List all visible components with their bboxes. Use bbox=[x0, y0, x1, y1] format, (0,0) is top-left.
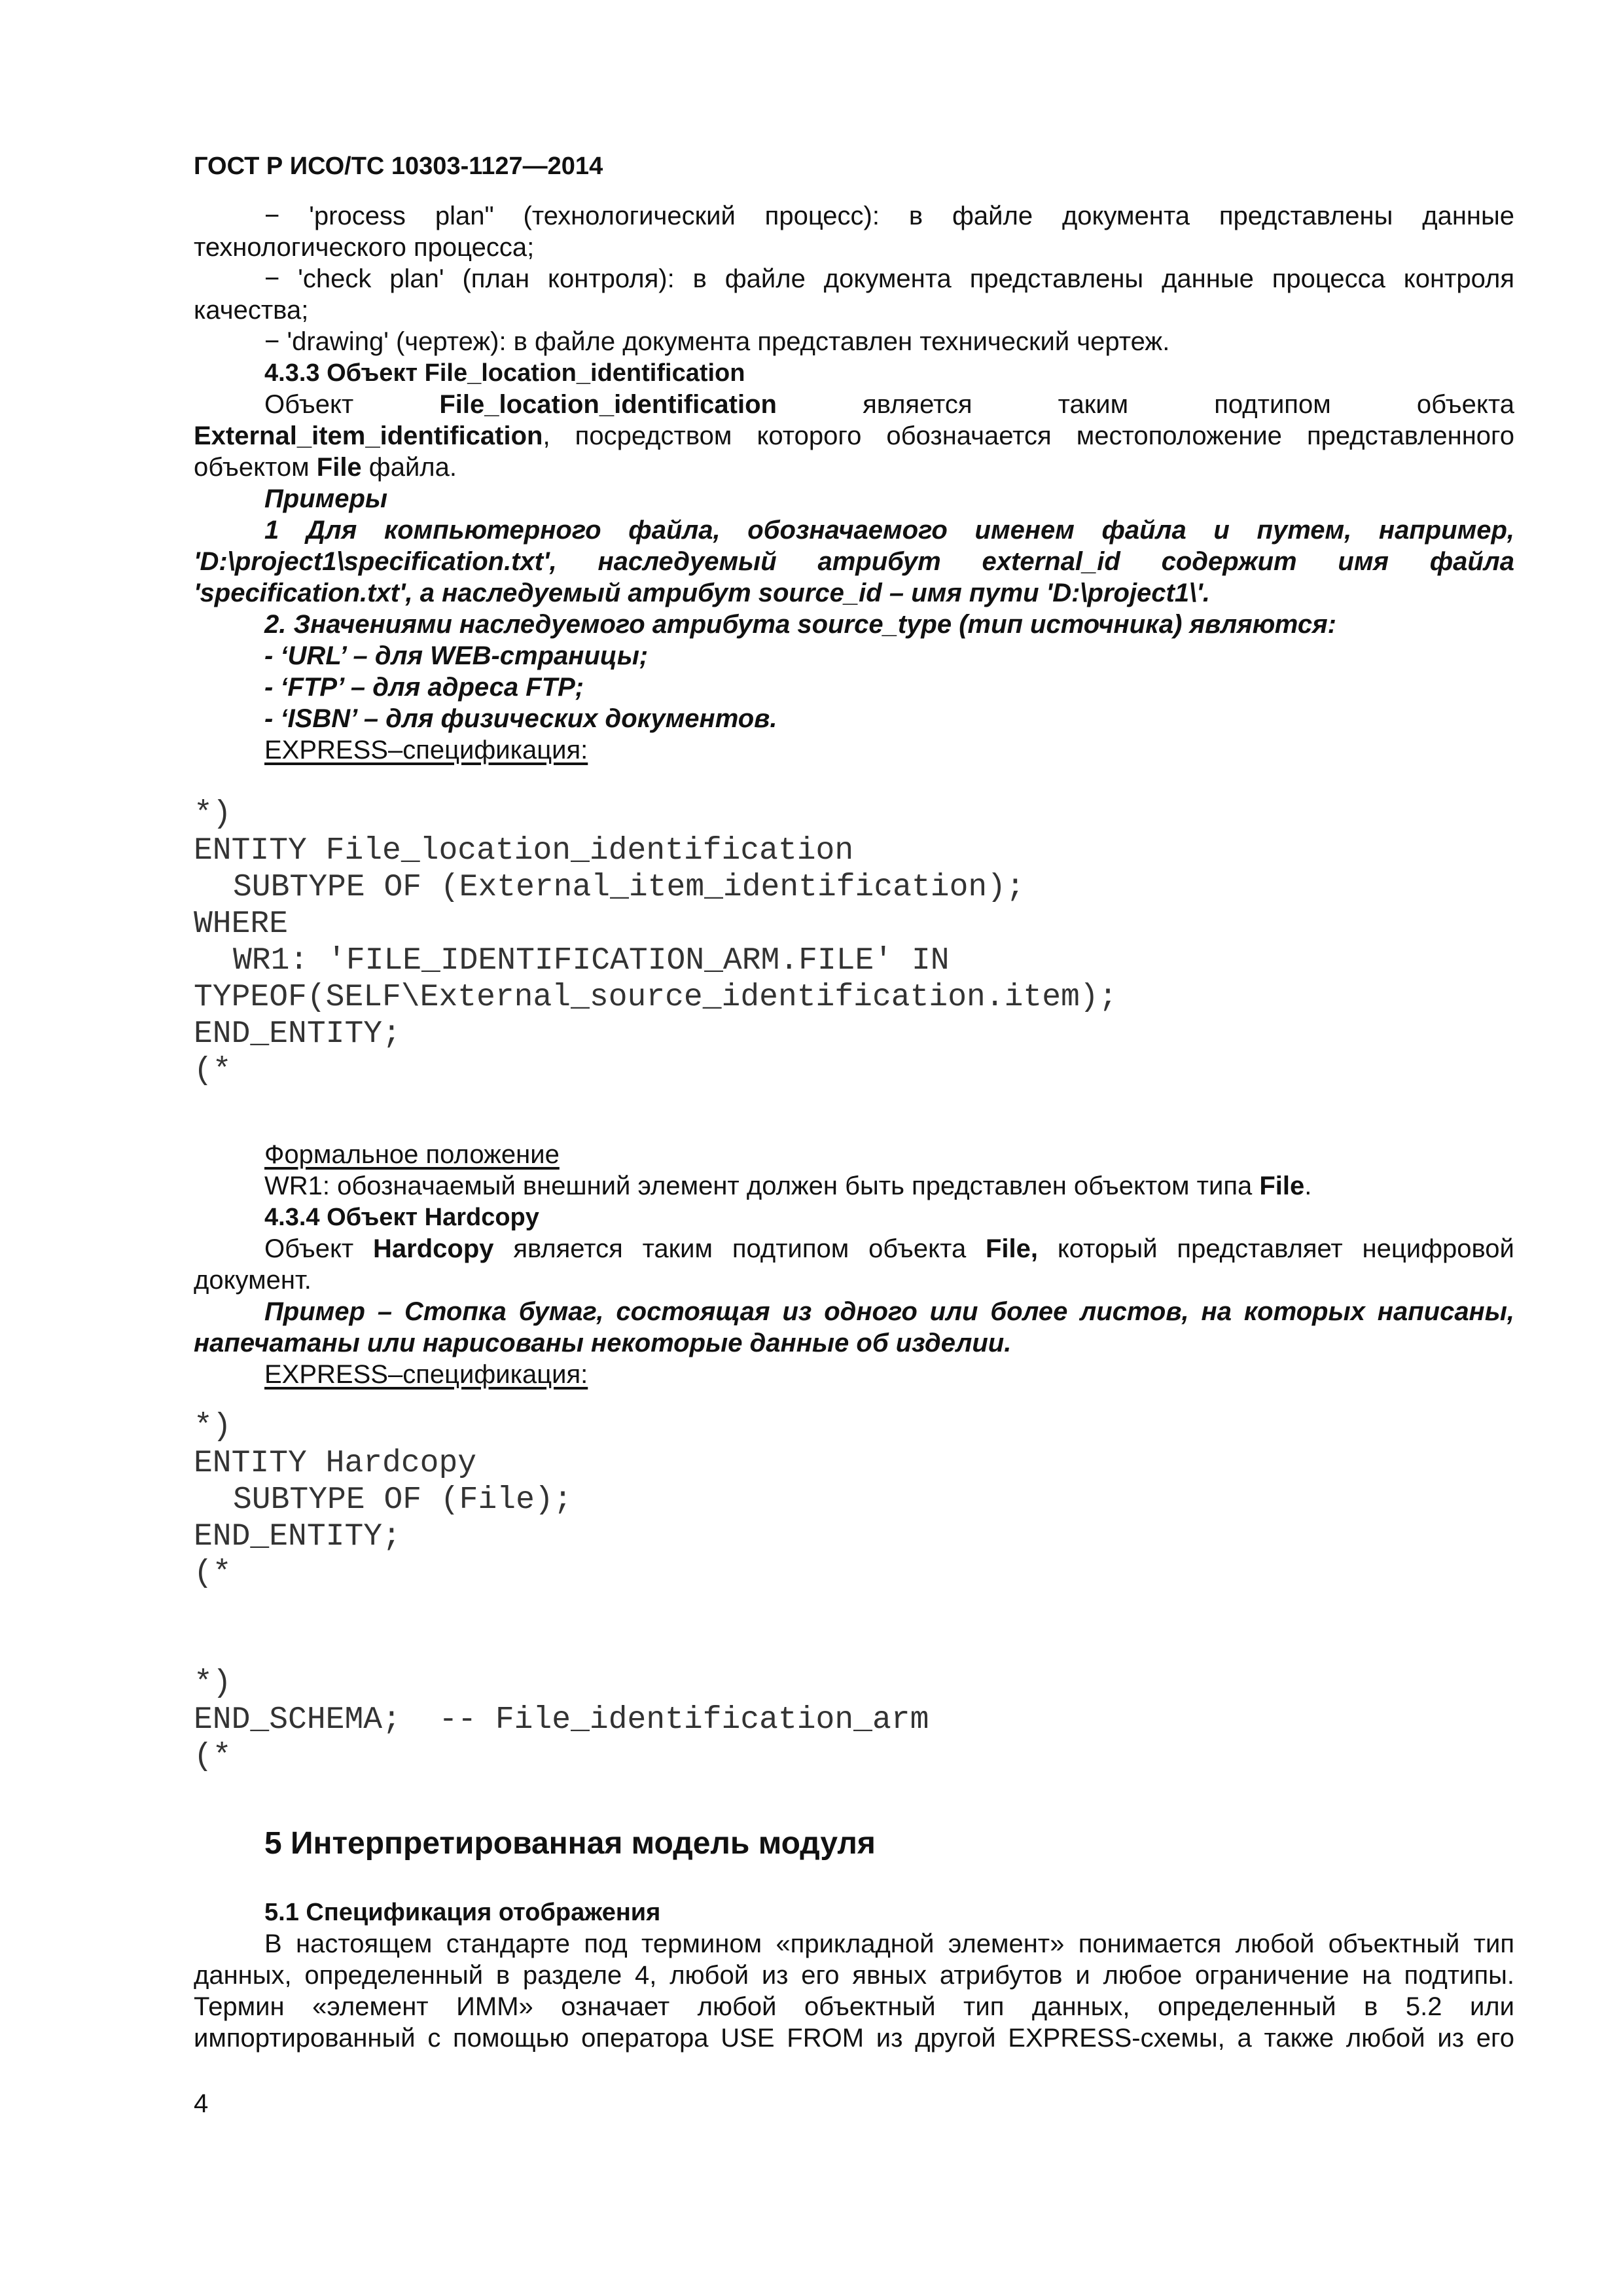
paragraph-line: В настоящем стандарте под термином «прикладной элемент» понимается любой объектный тип bbox=[264, 1929, 1514, 1958]
code-line: *) bbox=[194, 1409, 232, 1444]
word: объекта bbox=[1416, 390, 1514, 419]
word: Объект bbox=[264, 390, 354, 419]
example-2-item: - ‘URL’ – для WEB-страницы; bbox=[264, 641, 649, 670]
list-item-check-plan: − 'check plan' (план контроля): в файле документа представлены данные процесса контроля bbox=[264, 264, 1514, 293]
examples-title: Примеры bbox=[264, 484, 388, 513]
example-1-line: 'D:\project1\specification.txt', наследуемый атрибут external_id содержит имя файла bbox=[194, 547, 1514, 576]
example-2-item: - ‘ISBN’ – для физических документов. bbox=[264, 704, 777, 733]
entity-name: Hardcopy bbox=[373, 1234, 494, 1263]
subsection-heading: 5.1 Спецификация отображения bbox=[264, 1899, 661, 1926]
code-line: (* bbox=[194, 1739, 232, 1774]
paragraph-line: документ. bbox=[194, 1266, 312, 1295]
example-2-line: 2. Значениями наследуемого атрибута source_type (тип источника) являются: bbox=[264, 610, 1336, 639]
example-1-line: 1 Для компьютерного файла, обозначаемого именем файла и путем, например, bbox=[264, 516, 1514, 545]
paragraph-line bbox=[264, 389, 1514, 420]
paragraph-line: Термин «элемент ИММ» означает любой объектный тип данных, определенный в 5.2 или bbox=[194, 1992, 1514, 2021]
word: подтипом bbox=[1214, 390, 1331, 419]
word: таким bbox=[1058, 390, 1129, 419]
code-line: (* bbox=[194, 1053, 232, 1088]
code-line: *) bbox=[194, 1666, 232, 1701]
paragraph-line bbox=[264, 1233, 1514, 1265]
word: является bbox=[513, 1234, 623, 1263]
code-line: END_SCHEMA; -- File_identification_arm bbox=[194, 1702, 929, 1738]
list-item-check-plan-cont: качества; bbox=[194, 296, 309, 325]
document-designation: ГОСТ Р ИСО/ТС 10303-1127—2014 bbox=[194, 152, 603, 180]
section-heading: 4.3.4 Объект Hardcopy bbox=[264, 1204, 539, 1231]
paragraph-line: данных, определенный в разделе 4, любой из его явных атрибутов и любое ограничение на подтипы. bbox=[194, 1961, 1514, 1990]
word: нецифровой bbox=[1362, 1234, 1514, 1263]
code-line: *) bbox=[194, 797, 232, 832]
word: Объект bbox=[264, 1234, 354, 1263]
code-line: WHERE bbox=[194, 906, 289, 942]
section-heading: 4.3.3 Объект File_location_identification bbox=[264, 359, 745, 387]
example-line: напечатаны или нарисованы некоторые данные об изделии. bbox=[194, 1329, 1012, 1357]
example-1-line: 'specification.txt', а наследуемый атрибут source_id – имя пути 'D:\project1\'. bbox=[194, 579, 1210, 607]
text: файла. bbox=[361, 453, 457, 482]
word: объекта bbox=[868, 1234, 967, 1263]
list-item-process-plan: − 'process plan" (технологический процесс): в файле документа представлены данные bbox=[264, 202, 1514, 230]
word: представляет bbox=[1177, 1234, 1343, 1263]
formal-title: Формальное положение bbox=[264, 1140, 560, 1169]
word: подтипом bbox=[732, 1234, 849, 1263]
entity-name: File, bbox=[986, 1234, 1039, 1263]
paragraph-line bbox=[194, 420, 1514, 452]
paragraph-line bbox=[194, 452, 1514, 483]
code-line: END_ENTITY; bbox=[194, 1519, 401, 1554]
text: , посредством которого обозначается местоположение представленного bbox=[543, 422, 1514, 450]
formal-text bbox=[264, 1170, 1514, 1202]
page-number: 4 bbox=[194, 2089, 209, 2118]
list-item-drawing: − 'drawing' (чертеж): в файле документа представлен технический чертеж. bbox=[264, 327, 1170, 356]
list-item-process-plan-cont: технологического процесса; bbox=[194, 233, 535, 262]
entity-name: File bbox=[1259, 1172, 1305, 1200]
example-line: Пример – Стопка бумаг, состоящая из одного или более листов, на которых написаны, bbox=[264, 1297, 1514, 1326]
word: является bbox=[863, 390, 972, 419]
text: WR1: обозначаемый внешний элемент должен быть представлен объектом типа bbox=[264, 1172, 1260, 1200]
section-heading: 5 Интерпретированная модель модуля bbox=[264, 1826, 876, 1861]
code-line: SUBTYPE OF (External_item_identification); bbox=[233, 870, 1025, 905]
express-label: EXPRESS–спецификация: bbox=[264, 1360, 588, 1389]
code-line: TYPEOF(SELF\External_source_identification.item); bbox=[194, 980, 1118, 1015]
code-line: SUBTYPE OF (File); bbox=[233, 1482, 573, 1518]
text: . bbox=[1304, 1172, 1312, 1200]
text: объектом bbox=[194, 453, 317, 482]
express-label: EXPRESS–спецификация: bbox=[264, 736, 588, 764]
paragraph-line: импортированный с помощью оператора USE FROM из другой EXPRESS-схемы, а также любой из его bbox=[194, 2024, 1514, 2053]
code-line: (* bbox=[194, 1556, 232, 1591]
code-line: END_ENTITY; bbox=[194, 1016, 401, 1052]
word: таким bbox=[642, 1234, 713, 1263]
example-2-item: - ‘FTP’ – для адреса FTP; bbox=[264, 673, 584, 702]
entity-name: File_location_identification bbox=[439, 390, 777, 419]
entity-name: File bbox=[316, 453, 362, 482]
code-line: ENTITY Hardcopy bbox=[194, 1446, 477, 1481]
entity-name: External_item_identification bbox=[194, 422, 543, 450]
word: который bbox=[1057, 1234, 1158, 1263]
code-line: WR1: 'FILE_IDENTIFICATION_ARM.FILE' IN bbox=[233, 943, 950, 978]
code-line: ENTITY File_location_identification bbox=[194, 833, 854, 869]
